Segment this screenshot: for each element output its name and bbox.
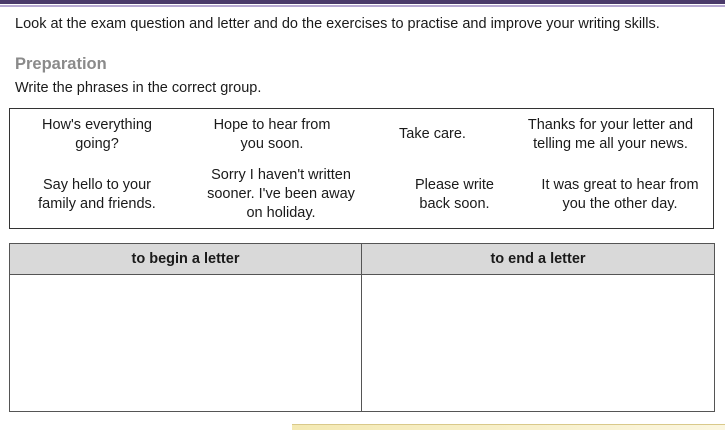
top-rule xyxy=(0,0,725,4)
phrase-say-hello[interactable]: Say hello to your family and friends. xyxy=(38,177,156,212)
phrase-please-write-back[interactable]: Please write back soon. xyxy=(415,177,494,212)
sorting-table xyxy=(9,243,715,412)
phrase-hope-to-hear[interactable]: Hope to hear from you soon. xyxy=(213,117,331,152)
top-rule-accent xyxy=(0,5,725,7)
task-text: Write the phrases in the correct group. xyxy=(15,80,262,96)
next-section-edge xyxy=(292,424,725,430)
phrase-sorry-not-written[interactable]: Sorry I haven't written sooner. I've been away on holiday. xyxy=(207,167,355,221)
phrase-box xyxy=(9,108,714,229)
end-letter-answer-area[interactable] xyxy=(362,275,714,411)
instruction-text: Look at the exam question and letter and do the exercises to practise and improve your writing skills. xyxy=(15,16,660,32)
phrase-take-care[interactable]: Take care. xyxy=(399,126,466,142)
phrase-great-to-hear[interactable]: It was great to hear from you the other day. xyxy=(541,177,699,212)
phrase-how-is-everything[interactable]: How's everything going? xyxy=(42,117,152,152)
header-end-letter: to end a letter xyxy=(362,244,714,275)
section-heading: Preparation xyxy=(15,55,107,73)
header-begin-letter: to begin a letter xyxy=(10,244,362,275)
begin-letter-answer-area[interactable] xyxy=(10,275,362,411)
phrase-thanks-for-letter[interactable]: Thanks for your letter and telling me all your news. xyxy=(527,117,694,152)
